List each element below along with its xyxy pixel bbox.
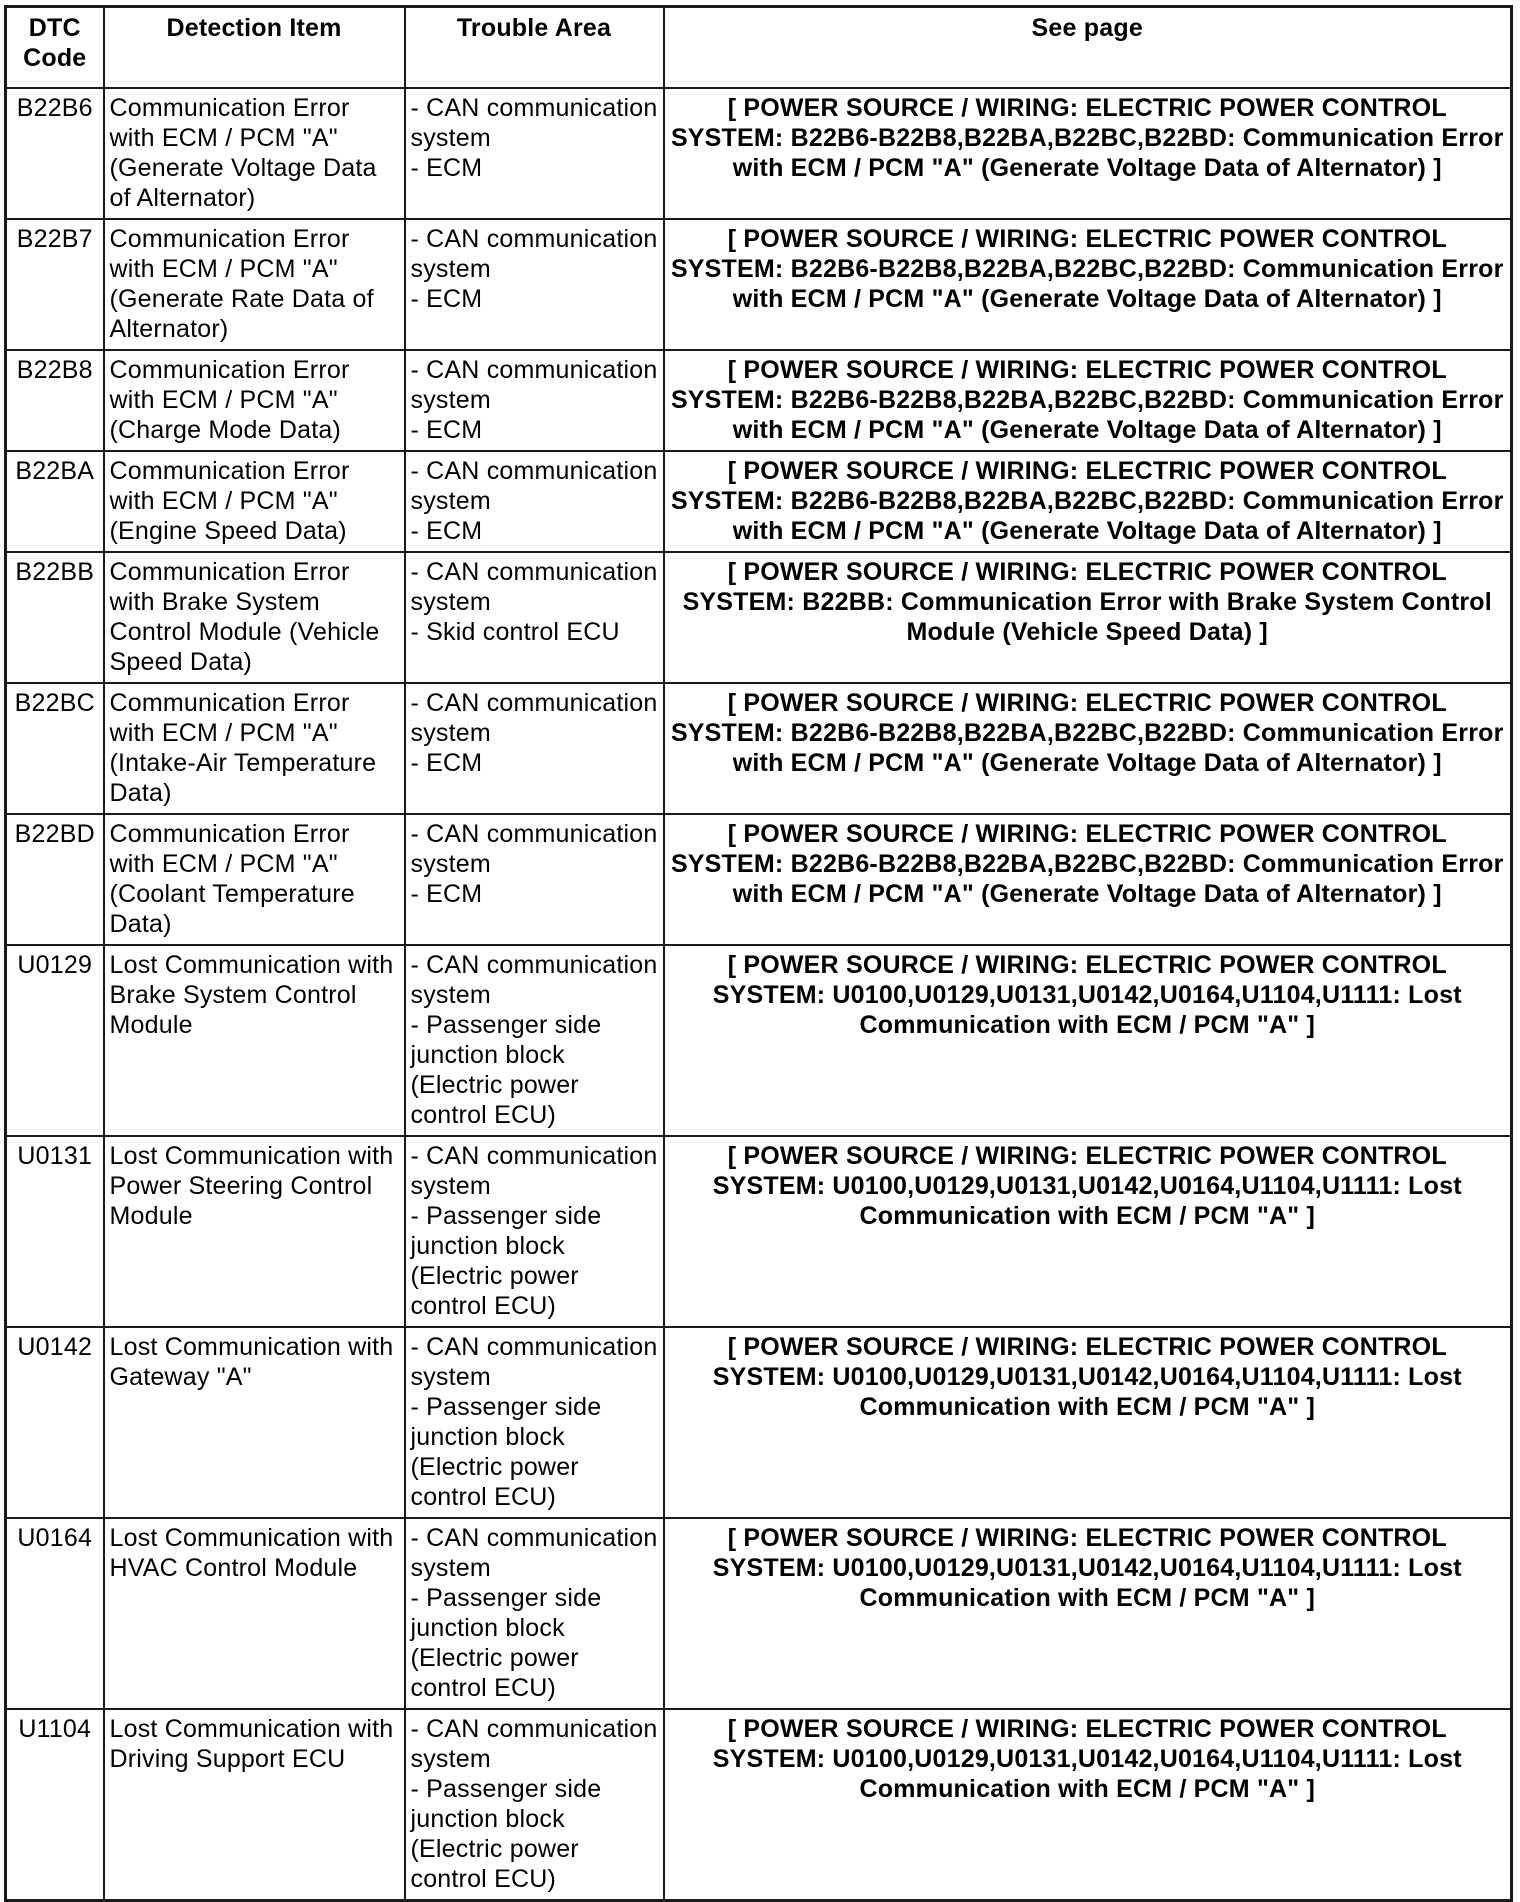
- table-row: [6, 1327, 1512, 1518]
- trouble-area-entry: - CAN communication system: [410, 94, 658, 152]
- trouble-area-cell: [405, 1709, 664, 1901]
- see-page-link[interactable]: [ POWER SOURCE / WIRING: ELECTRIC POWER CONTROL SYSTEM: B22B6-B22B8,B22BA,B22BC,B22BD: Communication Error with ECM / PCM "A" (Generate Voltage Data of Alternator) ]: [664, 814, 1512, 945]
- trouble-area-entry: - CAN communication system: [410, 689, 658, 747]
- table-row: [6, 683, 1512, 814]
- see-page-link[interactable]: [ POWER SOURCE / WIRING: ELECTRIC POWER CONTROL SYSTEM: U0100,U0129,U0131,U0142,U0164,U1104,U1111: Lost Communication with ECM / PCM "A" ]: [664, 1518, 1512, 1709]
- detection-item-cell: Communication Error with ECM / PCM "A" (Engine Speed Data): [104, 451, 405, 552]
- trouble-area-cell: [405, 683, 664, 814]
- dtc-code-cell: U1104: [6, 1709, 104, 1901]
- dtc-code-cell: B22B8: [6, 350, 104, 451]
- detection-item-cell: Communication Error with ECM / PCM "A" (Generate Rate Data of Alternator): [104, 219, 405, 350]
- table-row: [6, 1136, 1512, 1327]
- trouble-area-cell: [405, 350, 664, 451]
- trouble-area-entry: - CAN communication system: [410, 225, 658, 283]
- trouble-area-entry: - CAN communication system: [410, 1142, 658, 1200]
- table-row: [6, 219, 1512, 350]
- trouble-area-entry: - Passenger side junction block (Electric power control ECU): [410, 1202, 602, 1320]
- trouble-area-entry: - ECM: [410, 749, 483, 777]
- see-page-link[interactable]: [ POWER SOURCE / WIRING: ELECTRIC POWER CONTROL SYSTEM: B22B6-B22B8,B22BA,B22BC,B22BD: Communication Error with ECM / PCM "A" (Generate Voltage Data of Alternator) ]: [664, 88, 1512, 219]
- see-page-link[interactable]: [ POWER SOURCE / WIRING: ELECTRIC POWER CONTROL SYSTEM: U0100,U0129,U0131,U0142,U0164,U1104,U1111: Lost Communication with ECM / PCM "A" ]: [664, 1327, 1512, 1518]
- table-row: [6, 552, 1512, 683]
- dtc-code-cell: B22BC: [6, 683, 104, 814]
- see-page-link[interactable]: [ POWER SOURCE / WIRING: ELECTRIC POWER CONTROL SYSTEM: B22BB: Communication Error with Brake System Control Module (Vehicle Speed Data) ]: [664, 552, 1512, 683]
- dtc-code-cell: B22BB: [6, 552, 104, 683]
- table-row: [6, 1518, 1512, 1709]
- detection-item-cell: Lost Communication with Gateway "A": [104, 1327, 405, 1518]
- detection-item-cell: Communication Error with ECM / PCM "A" (Intake-Air Temperature Data): [104, 683, 405, 814]
- see-page-link[interactable]: [ POWER SOURCE / WIRING: ELECTRIC POWER CONTROL SYSTEM: U0100,U0129,U0131,U0142,U0164,U1104,U1111: Lost Communication with ECM / PCM "A" ]: [664, 1709, 1512, 1901]
- trouble-area-entry: - Passenger side junction block (Electric power control ECU): [410, 1775, 602, 1893]
- see-page-link[interactable]: [ POWER SOURCE / WIRING: ELECTRIC POWER CONTROL SYSTEM: U0100,U0129,U0131,U0142,U0164,U1104,U1111: Lost Communication with ECM / PCM "A" ]: [664, 945, 1512, 1136]
- trouble-area-entry: - ECM: [410, 285, 483, 313]
- trouble-area-entry: - CAN communication system: [410, 1715, 658, 1773]
- dtc-code-cell: U0129: [6, 945, 104, 1136]
- detection-item-cell: Communication Error with ECM / PCM "A" (Generate Voltage Data of Alternator): [104, 88, 405, 219]
- see-page-link[interactable]: [ POWER SOURCE / WIRING: ELECTRIC POWER CONTROL SYSTEM: B22B6-B22B8,B22BA,B22BC,B22BD: Communication Error with ECM / PCM "A" (Generate Voltage Data of Alternator) ]: [664, 350, 1512, 451]
- table-row: [6, 945, 1512, 1136]
- trouble-area-entry: - Passenger side junction block (Electric power control ECU): [410, 1584, 602, 1702]
- header-trouble-area: Trouble Area: [405, 7, 664, 89]
- trouble-area-cell: [405, 451, 664, 552]
- see-page-link[interactable]: [ POWER SOURCE / WIRING: ELECTRIC POWER CONTROL SYSTEM: B22B6-B22B8,B22BA,B22BC,B22BD: Communication Error with ECM / PCM "A" (Generate Voltage Data of Alternator) ]: [664, 219, 1512, 350]
- header-detection-item: Detection Item: [104, 7, 405, 89]
- table-body: [6, 88, 1512, 1901]
- dtc-code-cell: B22BA: [6, 451, 104, 552]
- trouble-area-entry: - CAN communication system: [410, 356, 658, 414]
- table-row: [6, 350, 1512, 451]
- header-row: [6, 7, 1512, 89]
- dtc-table: [4, 5, 1513, 1902]
- trouble-area-entry: - ECM: [410, 880, 483, 908]
- trouble-area-entry: - CAN communication system: [410, 457, 658, 515]
- trouble-area-cell: [405, 219, 664, 350]
- trouble-area-entry: - CAN communication system: [410, 1333, 658, 1391]
- table-row: [6, 451, 1512, 552]
- dtc-code-cell: U0131: [6, 1136, 104, 1327]
- detection-item-cell: Communication Error with ECM / PCM "A" (Coolant Temperature Data): [104, 814, 405, 945]
- header-see-page: See page: [664, 7, 1512, 89]
- trouble-area-entry: - CAN communication system: [410, 820, 658, 878]
- dtc-code-cell: U0142: [6, 1327, 104, 1518]
- trouble-area-cell: [405, 1518, 664, 1709]
- trouble-area-cell: [405, 1136, 664, 1327]
- trouble-area-entry: - Passenger side junction block (Electric power control ECU): [410, 1393, 602, 1511]
- dtc-code-cell: B22B7: [6, 219, 104, 350]
- dtc-code-cell: U0164: [6, 1518, 104, 1709]
- detection-item-cell: Lost Communication with Power Steering Control Module: [104, 1136, 405, 1327]
- detection-item-cell: Lost Communication with Brake System Control Module: [104, 945, 405, 1136]
- trouble-area-entry: - ECM: [410, 154, 483, 182]
- trouble-area-cell: [405, 945, 664, 1136]
- trouble-area-entry: - CAN communication system: [410, 1524, 658, 1582]
- see-page-link[interactable]: [ POWER SOURCE / WIRING: ELECTRIC POWER CONTROL SYSTEM: B22B6-B22B8,B22BA,B22BC,B22BD: Communication Error with ECM / PCM "A" (Generate Voltage Data of Alternator) ]: [664, 451, 1512, 552]
- trouble-area-cell: [405, 814, 664, 945]
- detection-item-cell: Lost Communication with HVAC Control Module: [104, 1518, 405, 1709]
- detection-item-cell: Communication Error with ECM / PCM "A" (Charge Mode Data): [104, 350, 405, 451]
- trouble-area-entry: - Passenger side junction block (Electric power control ECU): [410, 1011, 602, 1129]
- trouble-area-cell: [405, 552, 664, 683]
- header-dtc-code: DTC Code: [6, 7, 104, 89]
- trouble-area-cell: [405, 1327, 664, 1518]
- trouble-area-entry: - ECM: [410, 416, 483, 444]
- dtc-code-cell: B22BD: [6, 814, 104, 945]
- detection-item-cell: Lost Communication with Driving Support ECU: [104, 1709, 405, 1901]
- table-row: [6, 1709, 1512, 1901]
- see-page-link[interactable]: [ POWER SOURCE / WIRING: ELECTRIC POWER CONTROL SYSTEM: U0100,U0129,U0131,U0142,U0164,U1104,U1111: Lost Communication with ECM / PCM "A" ]: [664, 1136, 1512, 1327]
- see-page-link[interactable]: [ POWER SOURCE / WIRING: ELECTRIC POWER CONTROL SYSTEM: B22B6-B22B8,B22BA,B22BC,B22BD: Communication Error with ECM / PCM "A" (Generate Voltage Data of Alternator) ]: [664, 683, 1512, 814]
- trouble-area-entry: - CAN communication system: [410, 951, 658, 1009]
- trouble-area-cell: [405, 88, 664, 219]
- dtc-code-cell: B22B6: [6, 88, 104, 219]
- table-row: [6, 88, 1512, 219]
- trouble-area-entry: - ECM: [410, 517, 483, 545]
- table-row: [6, 814, 1512, 945]
- trouble-area-entry: - CAN communication system: [410, 558, 658, 616]
- trouble-area-entry: - Skid control ECU: [410, 618, 620, 646]
- detection-item-cell: Communication Error with Brake System Control Module (Vehicle Speed Data): [104, 552, 405, 683]
